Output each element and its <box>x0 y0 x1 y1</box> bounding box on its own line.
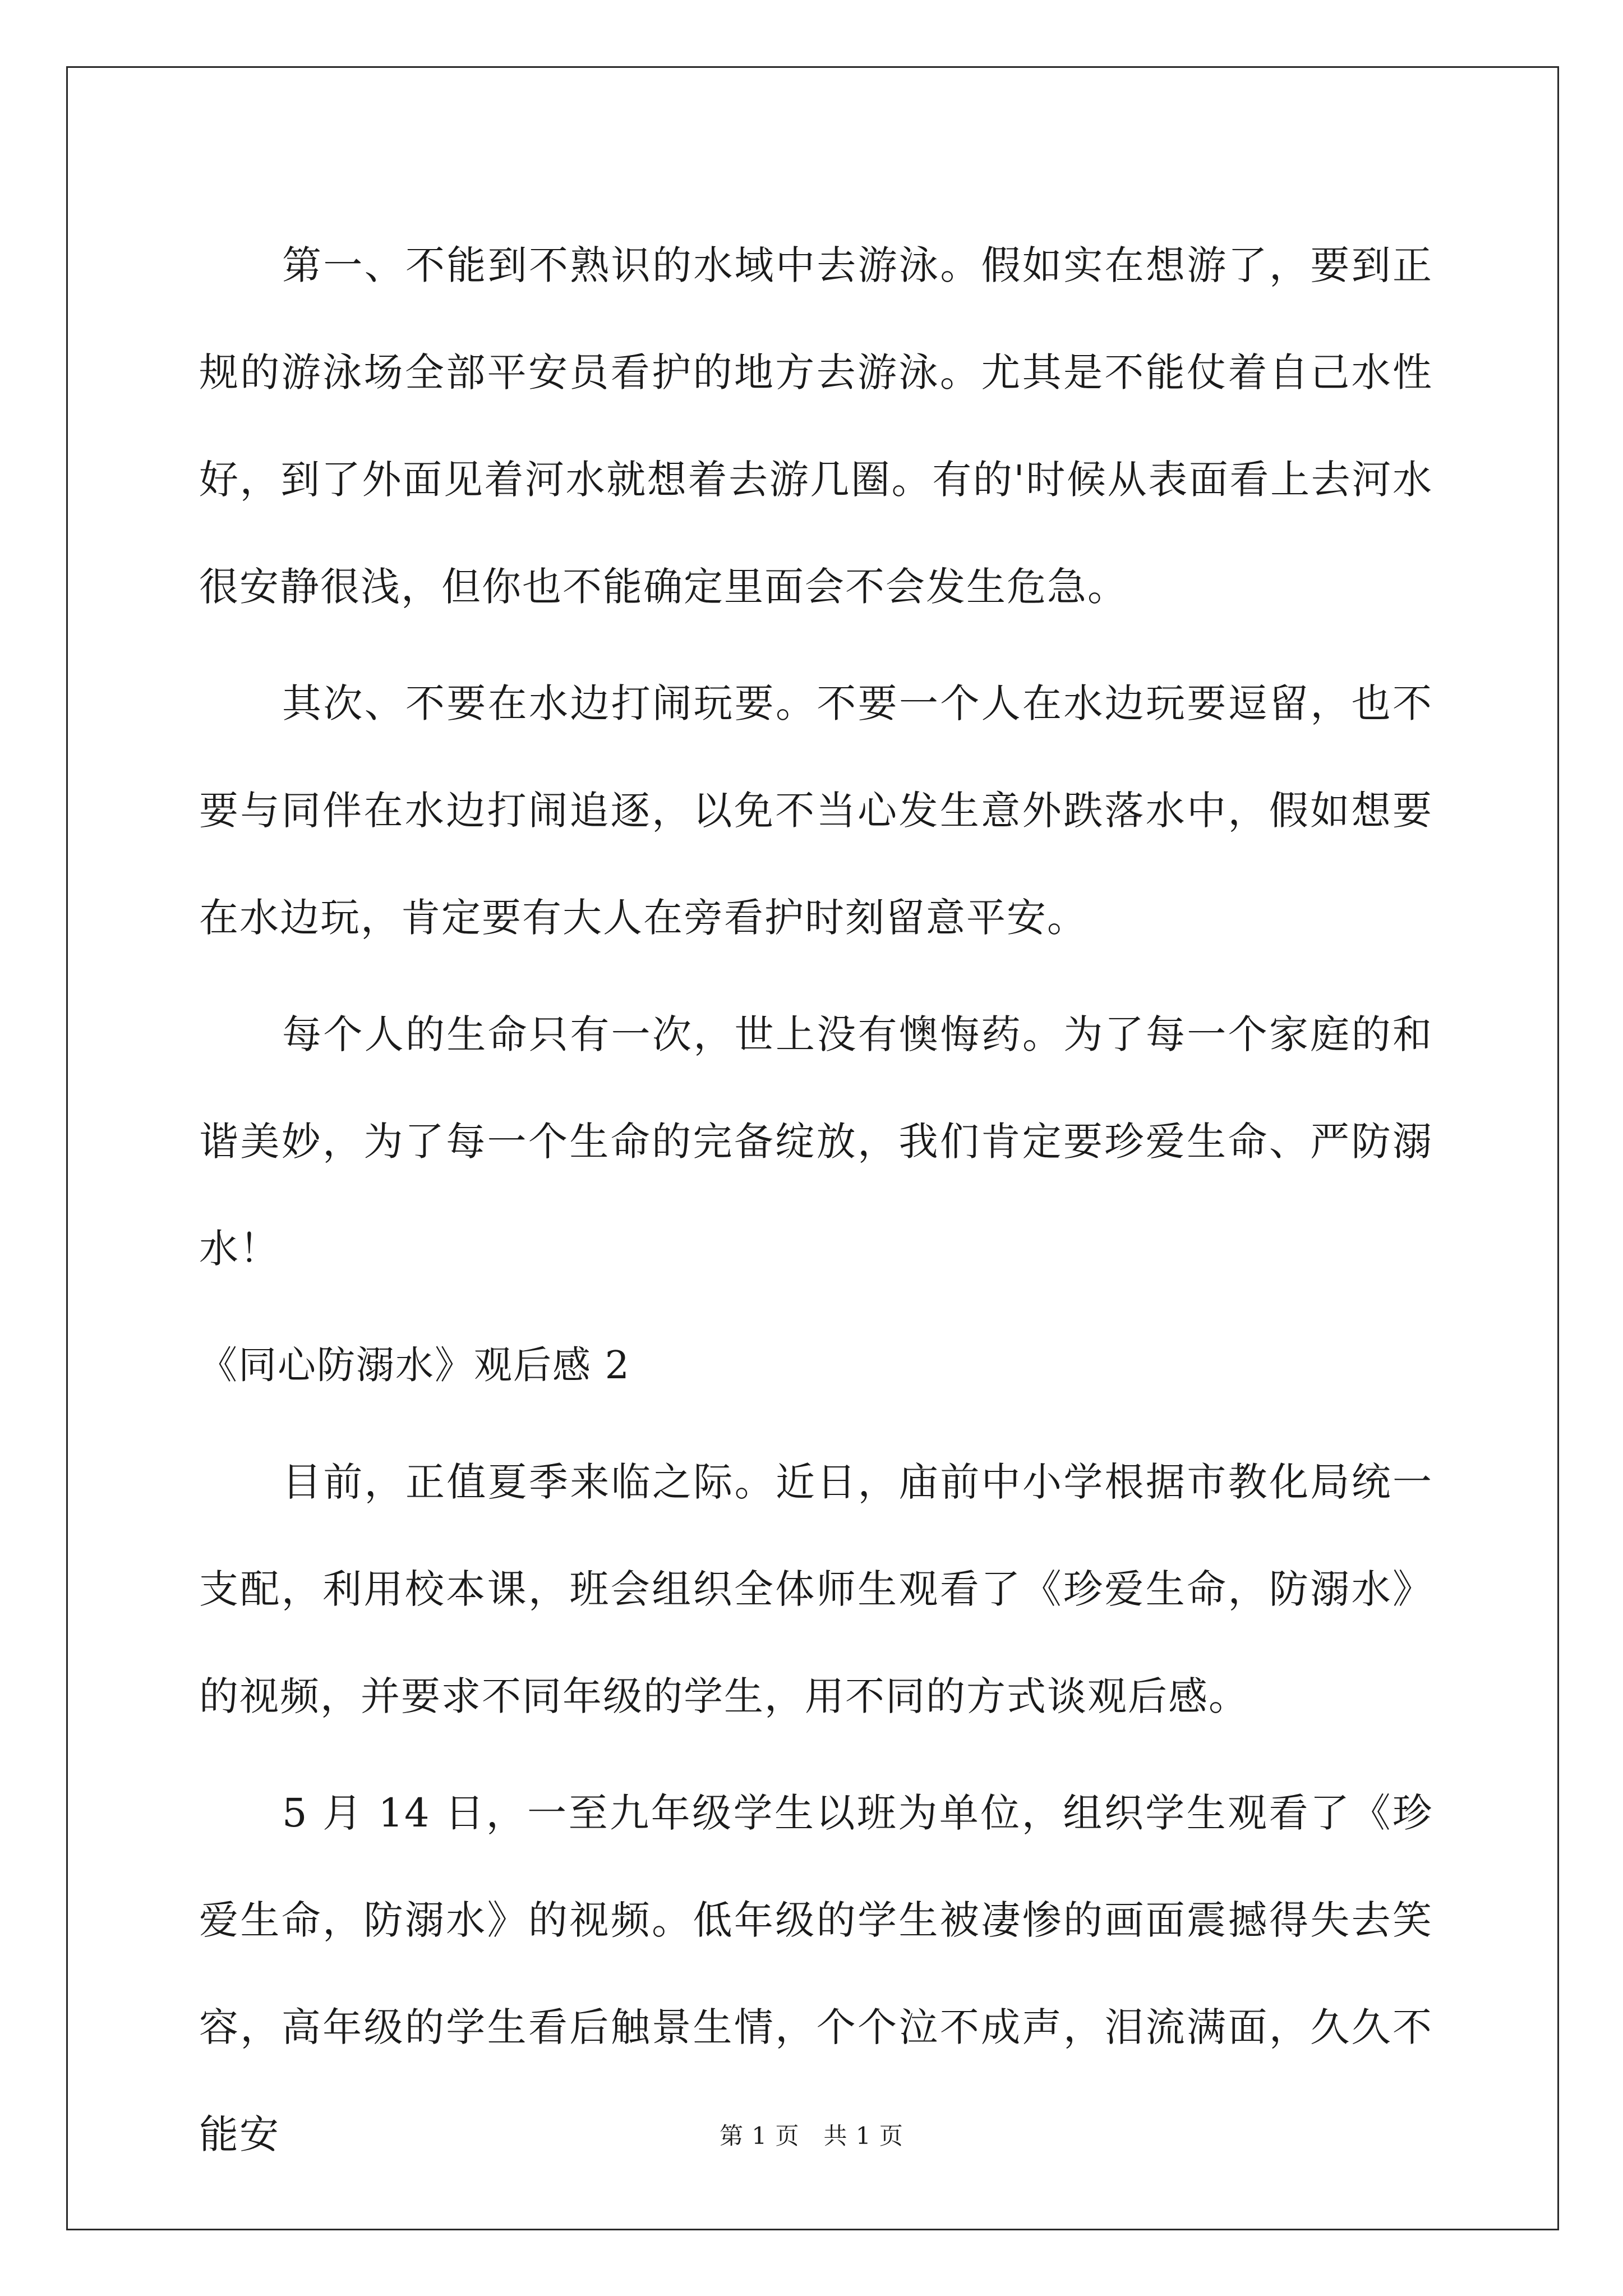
paragraph-1: 第一、不能到不熟识的水域中去游泳。假如实在想游了，要到正规的游泳场全部平安员看护的地方去游泳。尤其是不能仗着自己水性好，到了外面见着河水就想着去游几圈。有的'时候从表面看上去河水很安静很浅，但你也不能确定里面会不会发生危急。 <box>199 242 1433 610</box>
paragraph-2: 其次、不要在水边打闹玩要。不要一个人在水边玩要逗留，也不要与同伴在水边打闹追逐，以免不当心发生意外跌落水中，假如想要在水边玩，肯定要有大人在旁看护时刻留意平安。 <box>199 680 1433 941</box>
paragraph-3: 每个人的生命只有一次，世上没有懊悔药。为了每一个家庭的和谐美妙，为了每一个生命的完备绽放，我们肯定要珍爱生命、严防溺水！ <box>199 1011 1433 1272</box>
section-heading: 《同心防溺水》观后感 2 <box>199 1343 630 1388</box>
paragraph-4: 目前，正值夏季来临之际。近日，庙前中小学根据市教化局统一支配，利用校本课，班会组织全体师生观看了《珍爱生命，防溺水》的视频，并要求不同年级的学生，用不同的方式谈观后感。 <box>199 1459 1433 1719</box>
paragraph-5: 5 月 14 日，一至九年级学生以班为单位，组织学生观看了《珍爱生命，防溺水》的视频。低年级的学生被凄惨的画面震撼得失去笑容，高年级的学生看后触景生情，个个泣不成声，泪流满面，久久不能安 <box>199 1790 1433 2157</box>
document-body <box>199 212 1433 2188</box>
page-footer: 第 1 页 共 1 页 <box>720 2122 903 2150</box>
